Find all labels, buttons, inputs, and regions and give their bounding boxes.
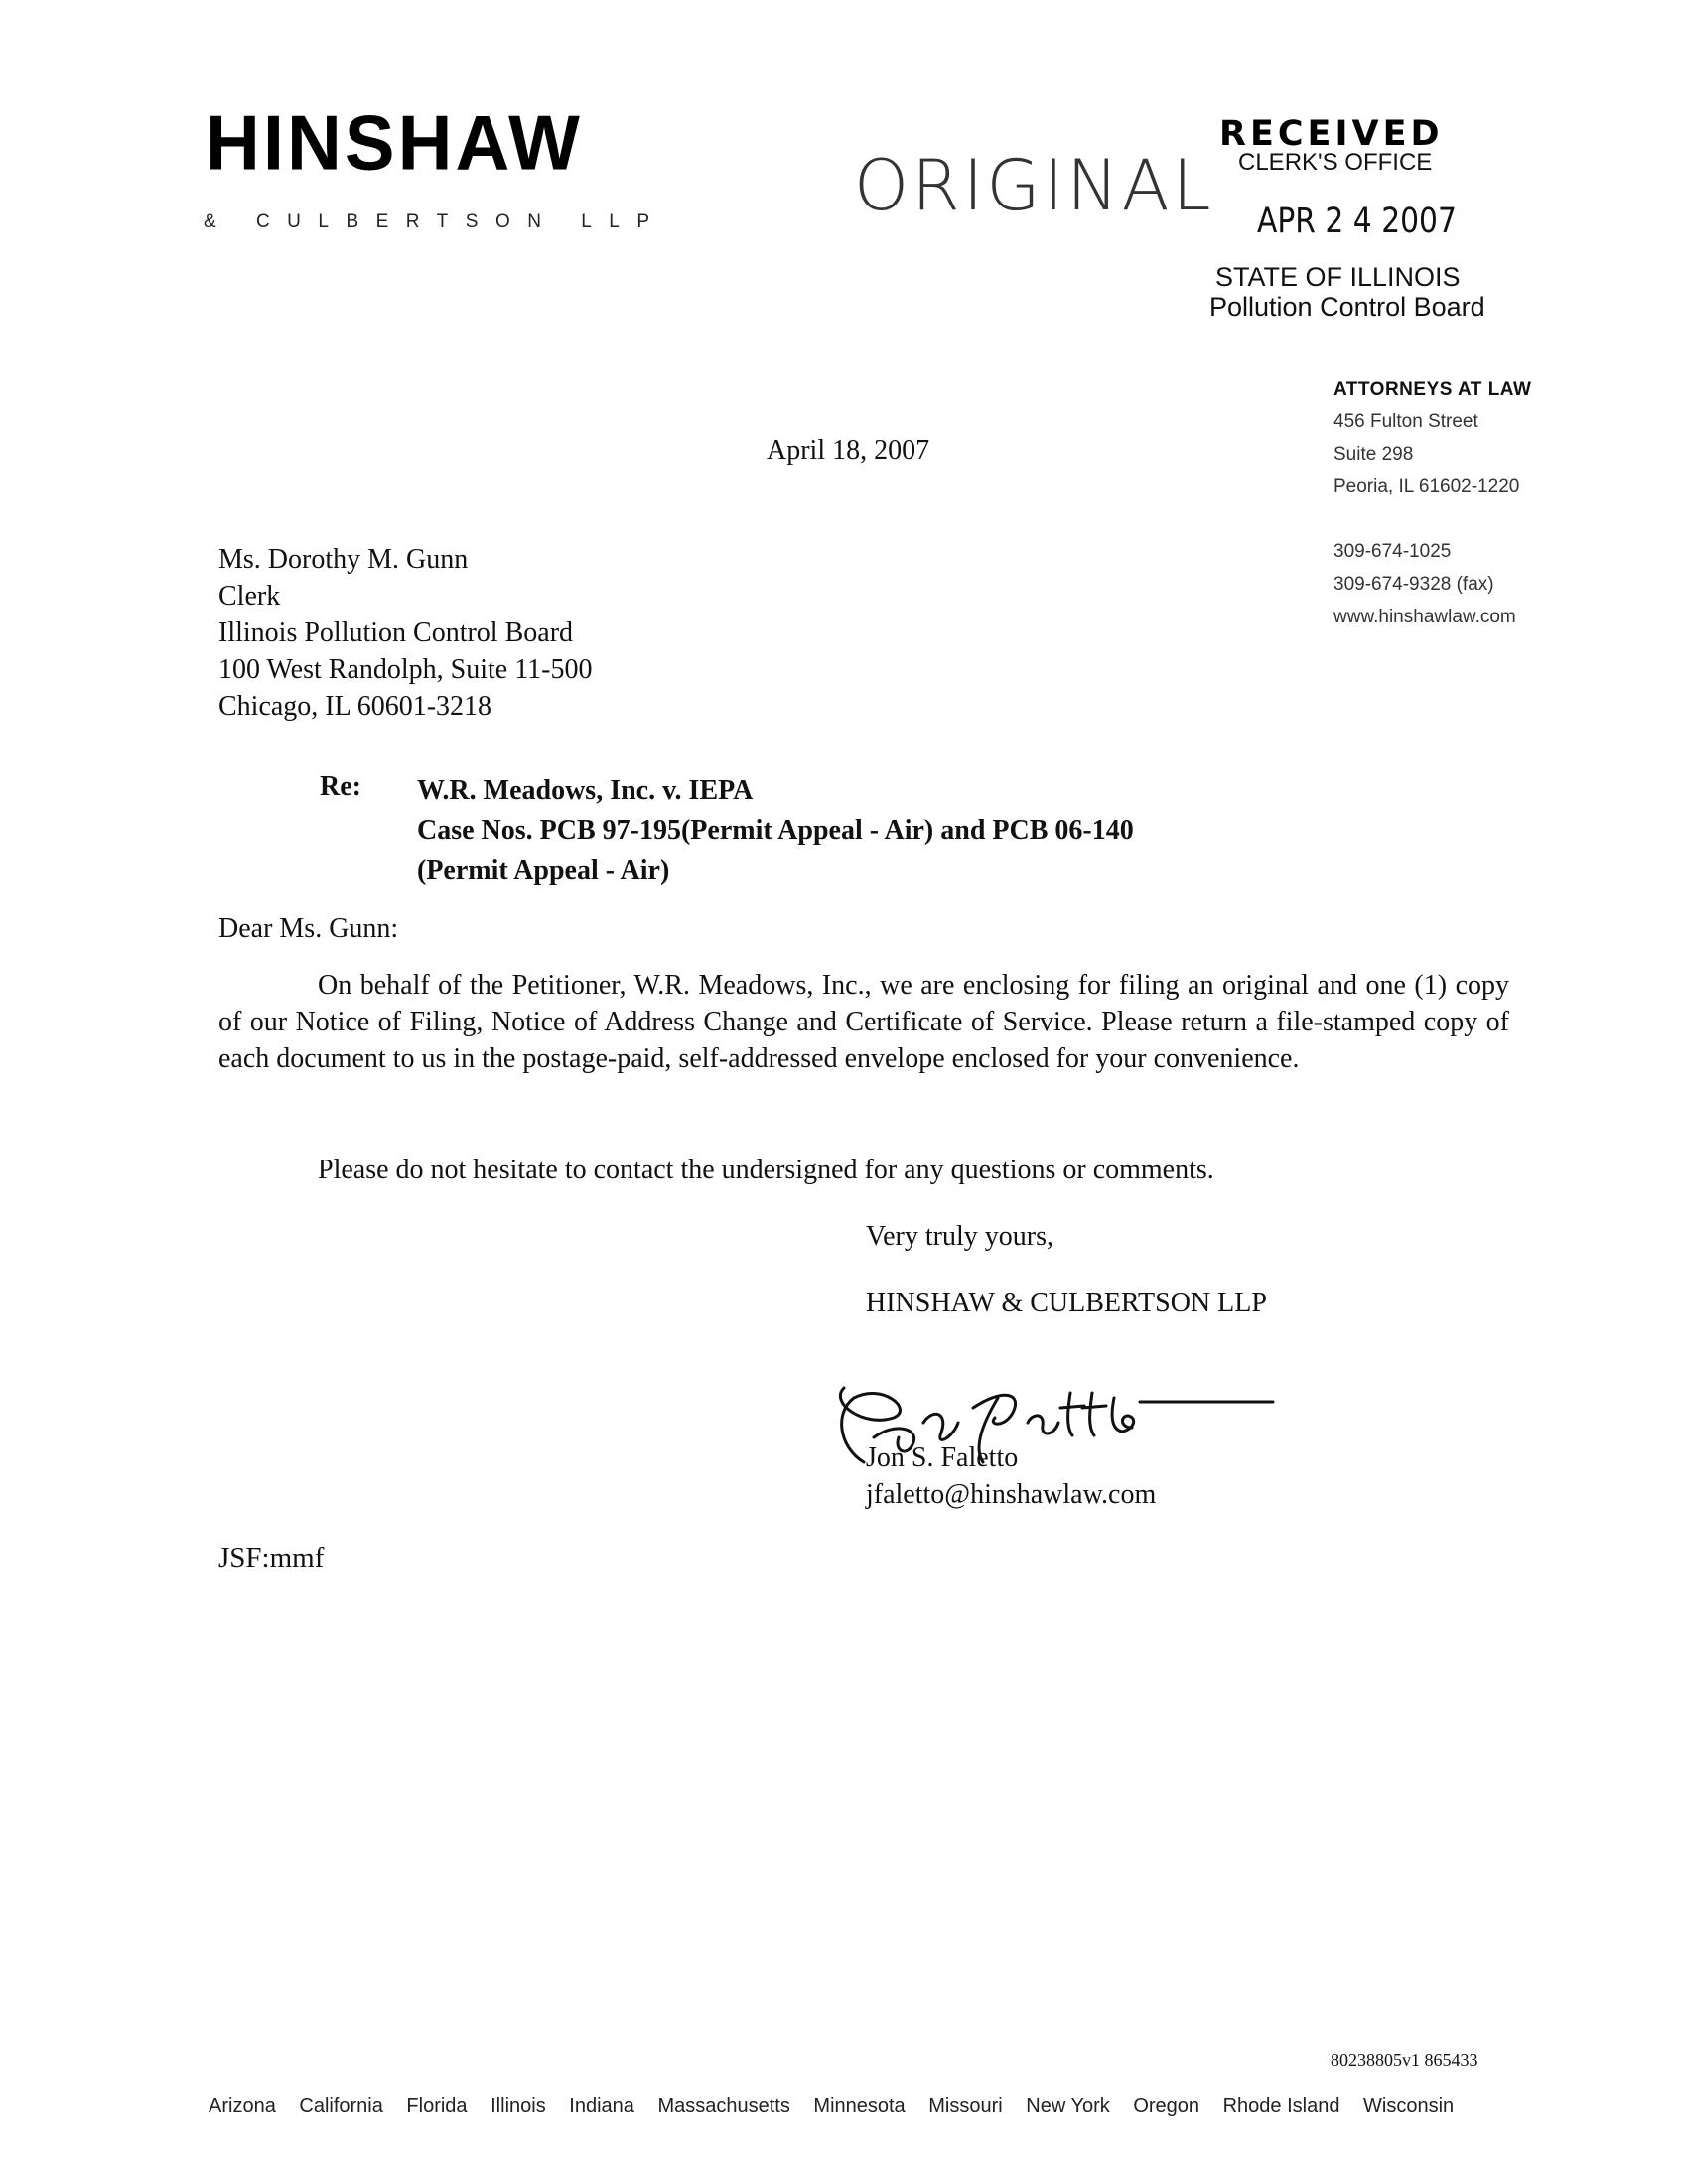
received-stamp-date: APR 2 4 2007 [1257, 202, 1457, 241]
recipient-address [218, 541, 593, 725]
letter-date: April 18, 2007 [767, 435, 930, 466]
office-state: California [299, 2095, 383, 2116]
firm-logo-subtitle: & CULBERTSON LLP [204, 211, 667, 232]
letterhead-tagline: ATTORNEYS AT LAW [1333, 379, 1532, 400]
re-subject [417, 771, 1134, 890]
letterhead-fax: 309-674-9328 (fax) [1333, 574, 1494, 595]
recipient-line: Illinois Pollution Control Board [218, 617, 574, 648]
signature-firm: HINSHAW & CULBERTSON LLP [866, 1288, 1267, 1318]
recipient-line: 100 West Randolph, Suite 11-500 [218, 654, 593, 685]
recipient-line: Ms. Dorothy M. Gunn [218, 544, 469, 575]
office-state: Rhode Island [1222, 2095, 1340, 2116]
received-stamp-title: RECEIVED [1219, 114, 1444, 154]
office-state: Missouri [928, 2095, 1003, 2116]
typist-initials: JSF:mmf [218, 1542, 325, 1573]
document-id: 80238805v1 865433 [1331, 2050, 1478, 2070]
body-paragraph-1 [218, 967, 1509, 1077]
signer-email: jfaletto@hinshawlaw.com [866, 1479, 1157, 1510]
re-line: W.R. Meadows, Inc. v. IEPA [417, 775, 754, 806]
recipient-line: Chicago, IL 60601-3218 [218, 691, 492, 722]
received-stamp-board: Pollution Control Board [1209, 292, 1485, 322]
original-stamp: ORIGINAL [854, 145, 1214, 226]
re-label: Re: [320, 771, 361, 802]
re-line: (Permit Appeal - Air) [417, 855, 670, 886]
body-paragraph-2-text: Please do not hesitate to contact the undersigned for any questions or comments. [318, 1155, 1214, 1185]
salutation: Dear Ms. Gunn: [218, 913, 399, 944]
letterhead-address-line: 456 Fulton Street [1333, 411, 1478, 432]
office-state: Florida [406, 2095, 468, 2116]
closing: Very truly yours, [866, 1221, 1053, 1252]
signer-name: Jon S. Faletto [866, 1442, 1019, 1473]
office-state: Massachusetts [657, 2095, 790, 2116]
office-state: New York [1026, 2095, 1110, 2116]
office-state: Illinois [491, 2095, 546, 2116]
letterhead-phone: 309-674-1025 [1333, 541, 1452, 562]
letterhead-address-line: Peoria, IL 61602-1220 [1333, 477, 1520, 497]
office-state: Oregon [1133, 2095, 1200, 2116]
re-line: Case Nos. PCB 97-195(Permit Appeal - Air) and PCB 06-140 [417, 815, 1134, 846]
received-stamp-state: STATE OF ILLINOIS [1215, 262, 1461, 292]
letterhead-address-line: Suite 298 [1333, 444, 1414, 465]
office-state: Arizona [209, 2095, 276, 2116]
body-paragraph-1-text: On behalf of the Petitioner, W.R. Meadows, Inc., we are enclosing for filing an original and one (1) copy of our Notice of Filing, Notice of Address Change and Certificate of Service. Please return a file-stamped copy of each document to us in the postage-paid, self-addressed envelope enclosed for your convenience. [218, 970, 1509, 1074]
office-state: Indiana [569, 2095, 634, 2116]
received-stamp-office: CLERK'S OFFICE [1238, 149, 1433, 176]
firm-logo: HINSHAW [206, 100, 583, 187]
recipient-line: Clerk [218, 581, 281, 612]
office-locations [209, 2095, 1472, 2117]
signer-block [866, 1439, 1156, 1513]
office-state: Wisconsin [1363, 2095, 1455, 2116]
letterhead-website: www.hinshawlaw.com [1333, 607, 1516, 627]
office-state: Minnesota [813, 2095, 906, 2116]
body-paragraph-2 [218, 1152, 1509, 1188]
